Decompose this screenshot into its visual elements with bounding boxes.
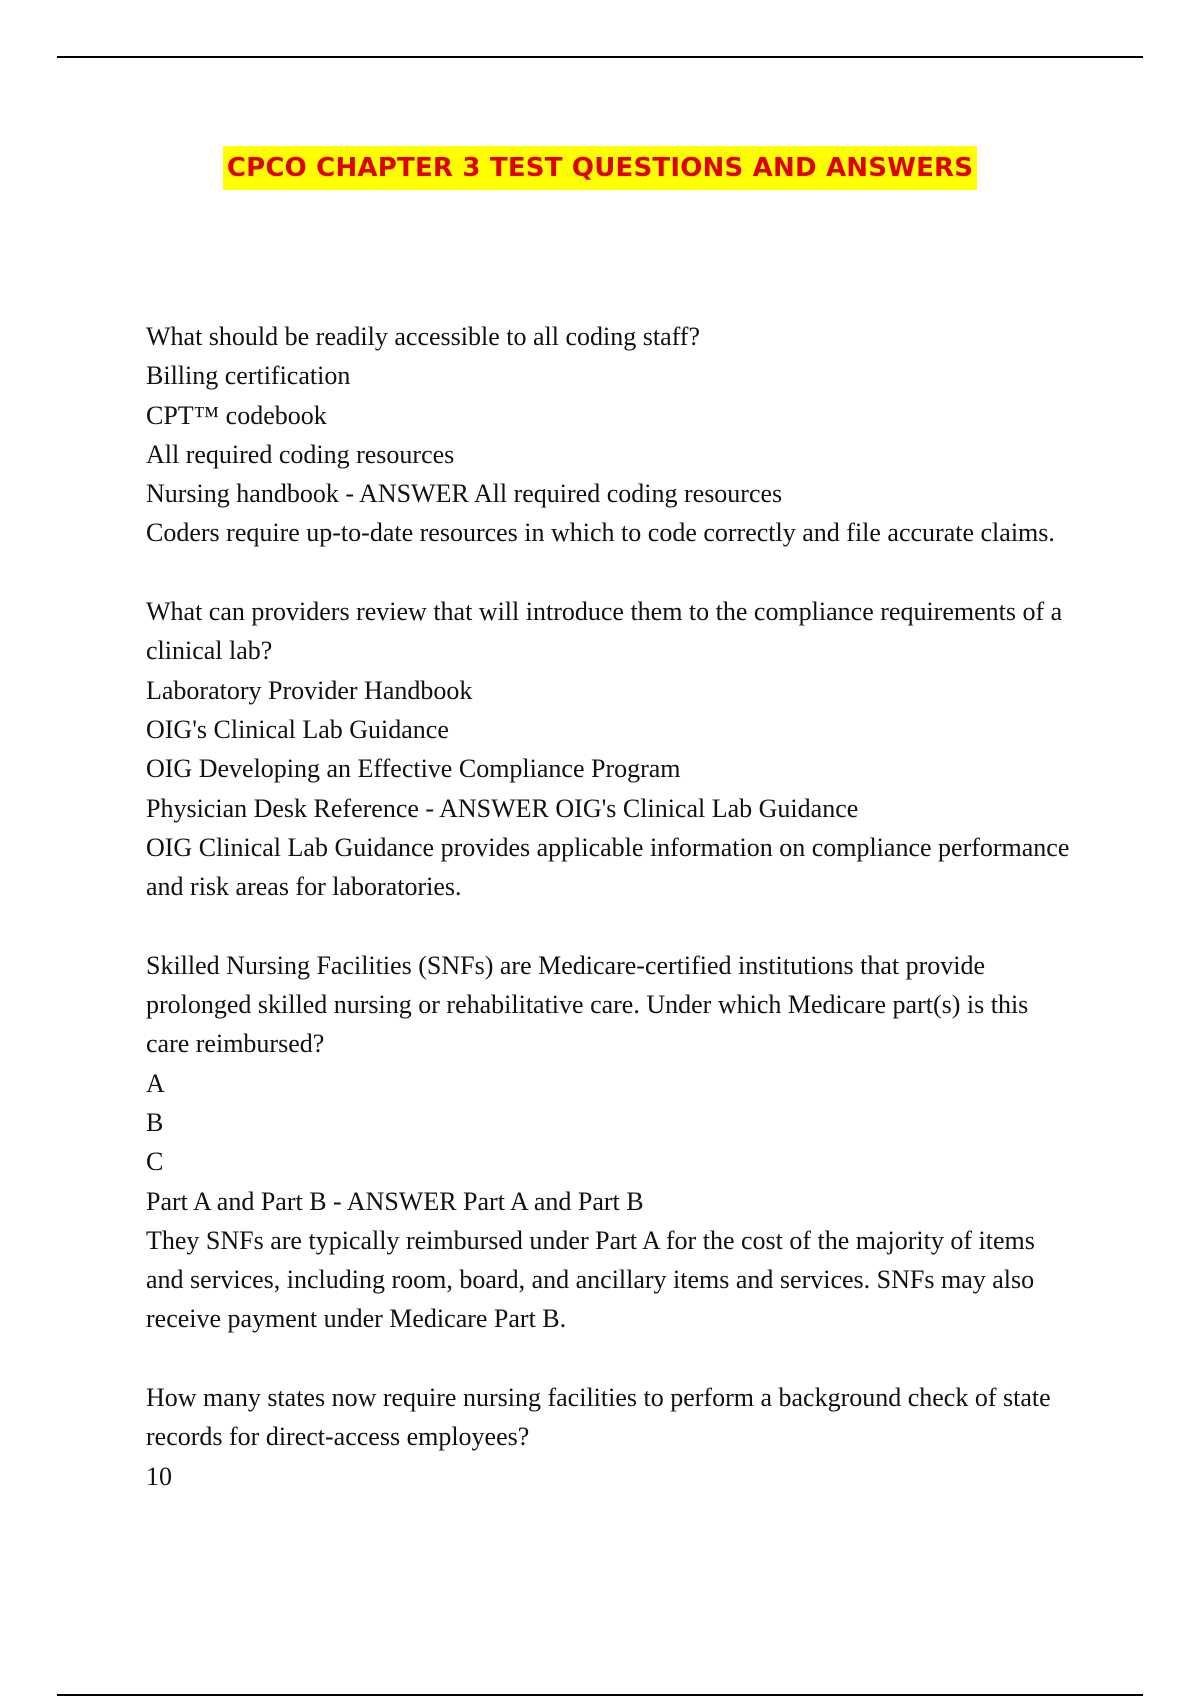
top-rule (57, 56, 1143, 58)
option-item: OIG's Clinical Lab Guidance (146, 714, 449, 744)
title-container (0, 146, 1200, 190)
answer-explanation: They SNFs are typically reimbursed under Part A for the cost of the majority of items and services, including room, board, and ancillary items and services. SNFs may also receive payment under Medicare Part B. (146, 1225, 1035, 1334)
option-item: Laboratory Provider Handbook (146, 675, 473, 705)
option-with-answer: Part A and Part B - ANSWER Part A and Part B (146, 1186, 644, 1216)
option-item: OIG Developing an Effective Compliance Program (146, 754, 681, 784)
question-block-4 (146, 1378, 1076, 1496)
bottom-rule (57, 1694, 1143, 1696)
question-block-3 (146, 946, 1076, 1339)
document-title: CPCO CHAPTER 3 TEST QUESTIONS AND ANSWERS (223, 146, 977, 190)
question-text: How many states now require nursing facilities to perform a background check of state records for direct-access employees? (146, 1383, 1051, 1452)
option-item: CPT™ codebook (146, 400, 327, 430)
option-item: 10 (146, 1461, 172, 1491)
question-text: What should be readily accessible to all coding staff? (146, 322, 700, 351)
option-item: B (146, 1107, 164, 1137)
option-item: A (146, 1068, 165, 1098)
question-text: What can providers review that will introduce them to the compliance requirements of a clinical lab? (146, 597, 1063, 666)
option-item: Billing certification (146, 361, 351, 391)
option-item: C (146, 1147, 164, 1177)
answer-explanation: Coders require up-to-date resources in which to code correctly and file accurate claims. (146, 518, 1055, 548)
answer-explanation: OIG Clinical Lab Guidance provides applicable information on compliance performance and risk areas for laboratories. (146, 832, 1070, 902)
question-text: Skilled Nursing Facilities (SNFs) are Medicare-certified institutions that provide prolonged skilled nursing or rehabilitative care. Under which Medicare part(s) is this care reimbursed? (146, 950, 1029, 1059)
question-block-1 (146, 317, 1076, 553)
option-with-answer: Nursing handbook - ANSWER All required coding resources (146, 479, 783, 509)
question-block-2 (146, 592, 1076, 906)
document-body (146, 317, 1076, 1535)
option-with-answer: Physician Desk Reference - ANSWER OIG's Clinical Lab Guidance (146, 793, 859, 823)
option-item: All required coding resources (146, 439, 455, 469)
